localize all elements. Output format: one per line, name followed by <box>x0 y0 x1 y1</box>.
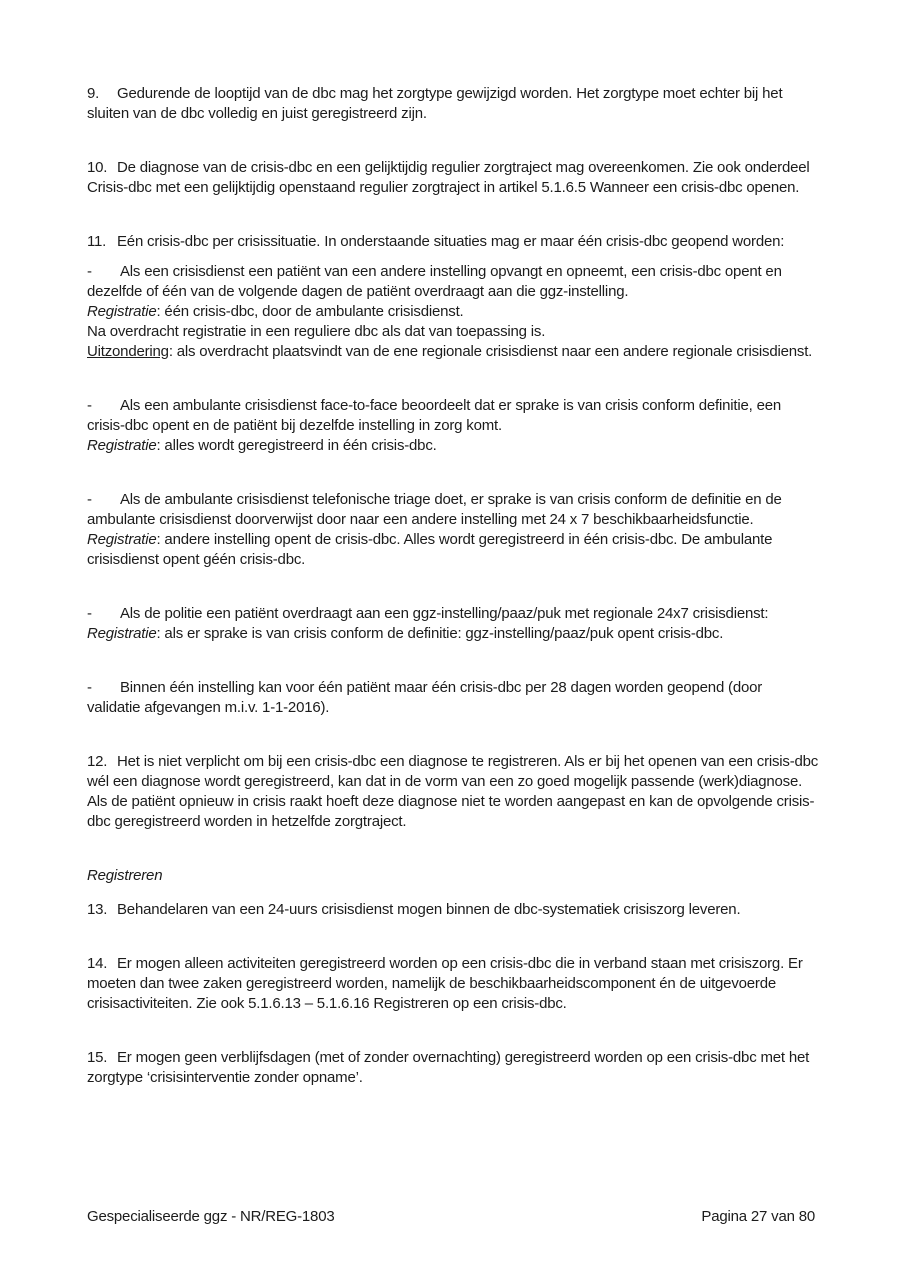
page-footer <box>87 1207 815 1227</box>
item-number: 14. <box>87 955 108 972</box>
item-text: Behandelaren van een 24-uurs crisisdienst mogen binnen de dbc-systematiek crisiszorg leveren. <box>117 901 741 918</box>
numbered-item <box>87 158 819 198</box>
item-number: 10. <box>87 159 108 176</box>
footer-document-reference: Gespecialiseerde ggz - NR/REG-1803 <box>87 1208 335 1225</box>
bullet-item <box>87 678 819 718</box>
line-text: Binnen één instelling kan voor één patiënt maar één crisis-dbc per 28 dagen worden geopend (door validatie afgevangen m.i.v. 1-1-2016). <box>87 679 763 716</box>
bullet-line <box>87 490 819 530</box>
bullet-line <box>87 530 819 570</box>
bullet-line <box>87 396 819 436</box>
section-heading: Registreren <box>87 867 163 884</box>
document-body <box>87 84 819 1122</box>
line-text: : één crisis-dbc, door de ambulante crisisdienst. <box>156 303 464 320</box>
bullet-item <box>87 490 819 570</box>
bullet-line <box>87 678 819 718</box>
line-text: : als overdracht plaatsvindt van de ene regionale crisisdienst naar een andere regionale crisisdienst. <box>168 343 813 360</box>
registration-label: Registratie <box>87 437 157 454</box>
bullet-dash: - <box>87 263 92 280</box>
item-number: 15. <box>87 1049 108 1066</box>
item-text: Er mogen geen verblijfsdagen (met of zonder overnachting) geregistreerd worden op een crisis-dbc met het zorgtype ‘crisisinterventie zonder opname’. <box>87 1049 810 1086</box>
bullet-item <box>87 604 819 644</box>
line-text: : alles wordt geregistreerd in één crisis-dbc. <box>156 437 437 454</box>
registration-label: Registratie <box>87 303 157 320</box>
line-text: Na overdracht registratie in een reguliere dbc als dat van toepassing is. <box>87 323 546 340</box>
registration-label: Registratie <box>87 625 157 642</box>
item-number: 9. <box>87 85 100 102</box>
exception-label: Uitzondering <box>87 343 169 360</box>
numbered-item <box>87 954 819 1014</box>
item-number: 12. <box>87 753 108 770</box>
bullet-line <box>87 262 819 302</box>
line-text: : andere instelling opent de crisis-dbc. Alles wordt geregistreerd in één crisis-dbc. De ambulante crisisdienst opent géén crisis-dbc. <box>87 531 773 568</box>
item-number: 11. <box>87 233 107 250</box>
item-text: Eén crisis-dbc per crisissituatie. In onderstaande situaties mag er maar één crisis-dbc geopend worden: <box>117 233 785 250</box>
numbered-item <box>87 1048 819 1088</box>
bullet-dash: - <box>87 397 92 414</box>
bullet-dash: - <box>87 679 92 696</box>
item-number: 13. <box>87 901 108 918</box>
bullet-line <box>87 302 819 322</box>
line-text: Als de politie een patiënt overdraagt aan een ggz-instelling/paaz/puk met regionale 24x7 crisisdienst: <box>120 605 769 622</box>
bullet-dash: - <box>87 605 92 622</box>
item-text: Gedurende de looptijd van de dbc mag het zorgtype gewijzigd worden. Het zorgtype moet echter bij het sluiten van de dbc volledig en juist geregistreerd zijn. <box>87 85 783 122</box>
bullet-line <box>87 436 819 456</box>
line-text: Als een ambulante crisisdienst face-to-face beoordeelt dat er sprake is van crisis conform definitie, een crisis-dbc opent en de patiënt bij dezelfde instelling in zorg komt. <box>87 397 782 434</box>
registration-label: Registratie <box>87 531 157 548</box>
bullet-line <box>87 624 819 644</box>
bullet-item <box>87 262 819 362</box>
numbered-item <box>87 232 819 252</box>
item-text: De diagnose van de crisis-dbc en een gelijktijdig regulier zorgtraject mag overeenkomen. Zie ook onderdeel Crisis-dbc met een gelijktijdig openstaand regulier zorgtraject in artikel 5.1.6.5 Wanneer een crisis-dbc openen. <box>87 159 810 196</box>
footer-page-number: Pagina 27 van 80 <box>701 1208 815 1225</box>
bullet-line <box>87 342 819 362</box>
line-text: Als de ambulante crisisdienst telefonische triage doet, er sprake is van crisis conform de definitie en de ambulante crisisdienst doorverwijst door naar een andere instelling met 24 x 7 beschikbaarheidsfunctie. <box>87 491 782 528</box>
numbered-item <box>87 752 819 832</box>
line-text: : als er sprake is van crisis conform de definitie: ggz-instelling/paaz/puk opent crisis-dbc. <box>156 625 724 642</box>
line-text: Als een crisisdienst een patiënt van een andere instelling opvangt en opneemt, een crisis-dbc opent en dezelfde of één van de volgende dagen de patiënt overdraagt aan die ggz-instelling. <box>87 263 782 300</box>
numbered-item <box>87 84 819 124</box>
bullet-dash: - <box>87 491 92 508</box>
bullet-line <box>87 604 819 624</box>
item-text: Het is niet verplicht om bij een crisis-dbc een diagnose te registreren. Als er bij het openen van een crisis-dbc wél een diagnose wordt geregistreerd, kan dat in de vorm van een zo goed mogelijk passende (werk)diagnose. Als de patiënt opnieuw in crisis raakt hoeft deze diagnose niet te worden aangepast en kan de opvolgende crisis-dbc geregistreerd worden in hetzelfde zorgtraject. <box>87 753 819 830</box>
bullet-line <box>87 322 819 342</box>
bullet-item <box>87 396 819 456</box>
item-text: Er mogen alleen activiteiten geregistreerd worden op een crisis-dbc die in verband staan met crisiszorg. Er moeten dan twee zaken geregistreerd worden, namelijk de beschikbaarheidscomponent én de uitgevoerde crisisactiviteiten. Zie ook 5.1.6.13 – 5.1.6.16 Registreren op een crisis-dbc. <box>87 955 803 1012</box>
numbered-item <box>87 900 819 920</box>
